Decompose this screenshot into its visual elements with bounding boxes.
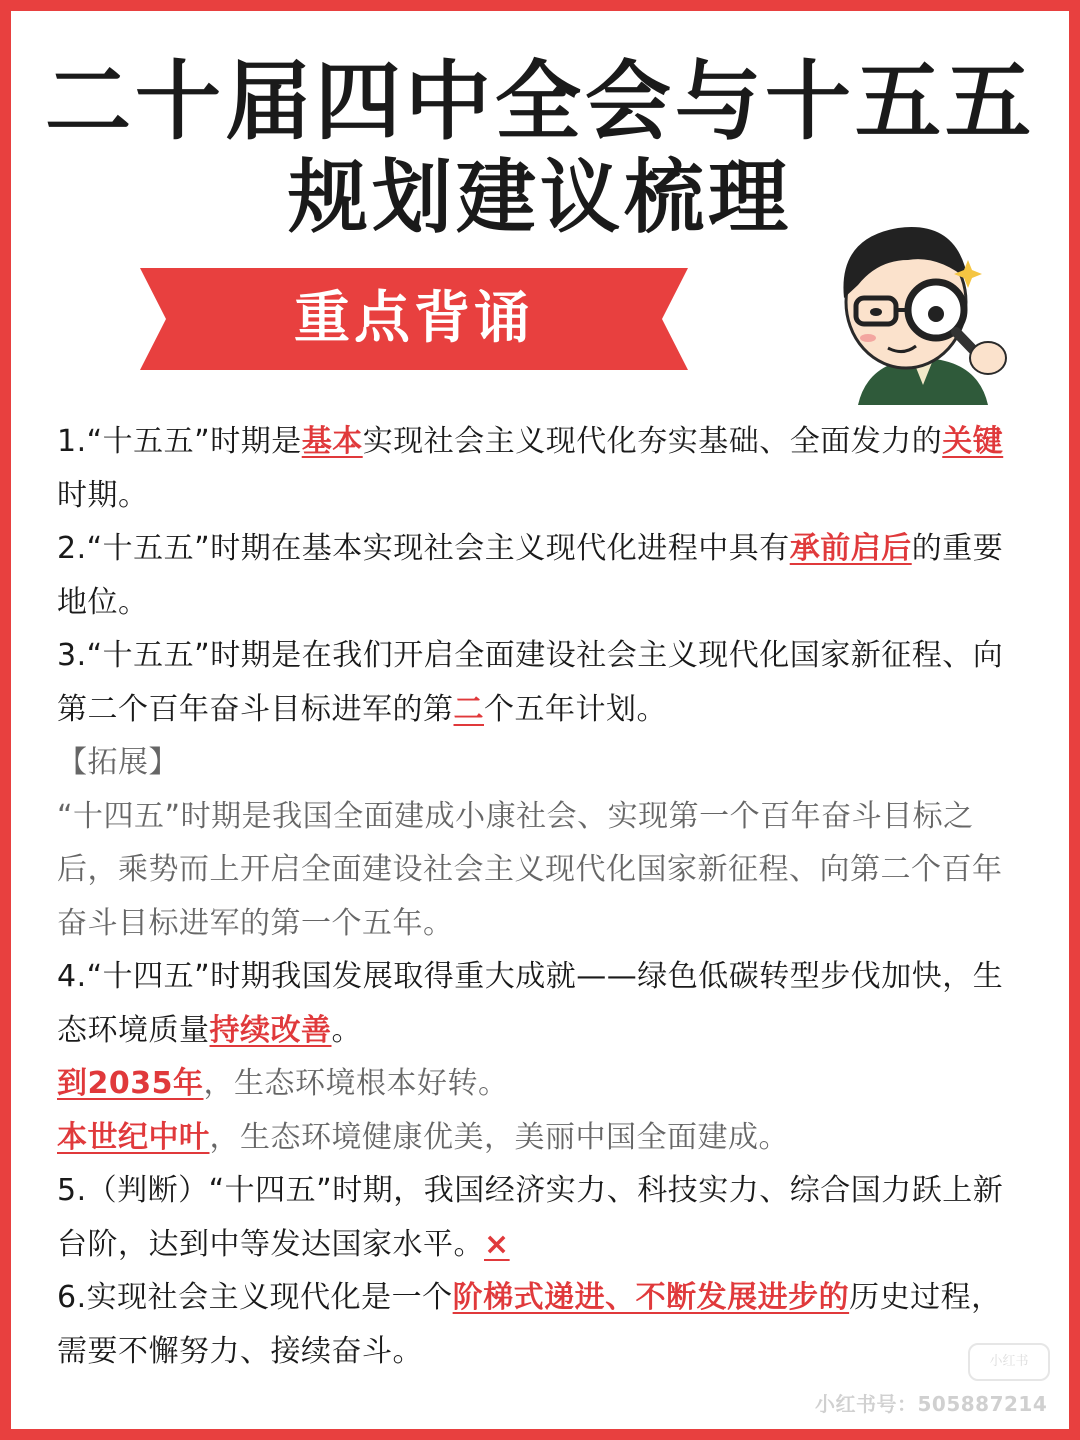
- watermark-logo: 小红书: [968, 1343, 1050, 1381]
- highlight: 承前启后: [789, 531, 912, 566]
- page-title-line1: 二十届四中全会与十五五: [45, 52, 1035, 152]
- list-item: 2.“十五五”时期在基本实现社会主义现代化进程中具有承前启后的重要地位。: [57, 531, 1004, 620]
- list-item: 6.实现社会主义现代化是一个阶梯式递进、不断发展进步的历史过程，需要不懈努力、接续奋斗。: [57, 1280, 1002, 1369]
- content-body: [57, 415, 1027, 1378]
- list-subitem: 本世纪中叶，生态环境健康优美，美丽中国全面建成。: [57, 1119, 789, 1155]
- list-subitem: 到2035年，生态环境根本好转。: [57, 1066, 509, 1101]
- highlight: 本世纪中叶: [57, 1119, 210, 1155]
- list-item: 1.“十五五”时期是基本实现社会主义现代化夯实基础、全面发力的关键时期。: [57, 424, 1004, 513]
- extend-label: 【拓展】: [57, 745, 179, 780]
- highlight: 到2035年: [57, 1066, 204, 1101]
- cartoon-avatar-icon: [818, 210, 1028, 405]
- highlight: 阶梯式递进、不断发展进步的: [452, 1280, 850, 1315]
- list-item: 5.（判断）“十四五”时期，我国经济实力、科技实力、综合国力跃上新台阶，达到中等发达国家水平。×: [57, 1173, 1004, 1262]
- answer-mark: ×: [484, 1226, 510, 1262]
- banner-title: 重点背诵: [294, 286, 534, 351]
- list-item: 3.“十五五”时期是在我们开启全面建设社会主义现代化国家新征程、向第二个百年奋斗目标进军的第二个五年计划。: [57, 638, 1004, 727]
- page-title-line2: 规划建议梳理: [288, 151, 792, 244]
- highlight: 持续改善: [209, 1012, 332, 1048]
- list-item: 4.“十四五”时期我国发展取得重大成就——绿色低碳转型步伐加快，生态环境质量持续改善。: [57, 959, 1004, 1048]
- watermark-text: 小红书号：505887214: [815, 1392, 1048, 1416]
- highlight: 关键: [942, 424, 1004, 459]
- highlight: 二: [453, 691, 484, 727]
- section-banner: [140, 268, 688, 370]
- highlight: 基本: [301, 424, 363, 459]
- extend-text: “十四五”时期是我国全面建成小康社会、实现第一个百年奋斗目标之后，乘势而上开启全面建设社会主义现代化国家新征程、向第二个百年奋斗目标进军的第一个五年。: [57, 798, 1003, 941]
